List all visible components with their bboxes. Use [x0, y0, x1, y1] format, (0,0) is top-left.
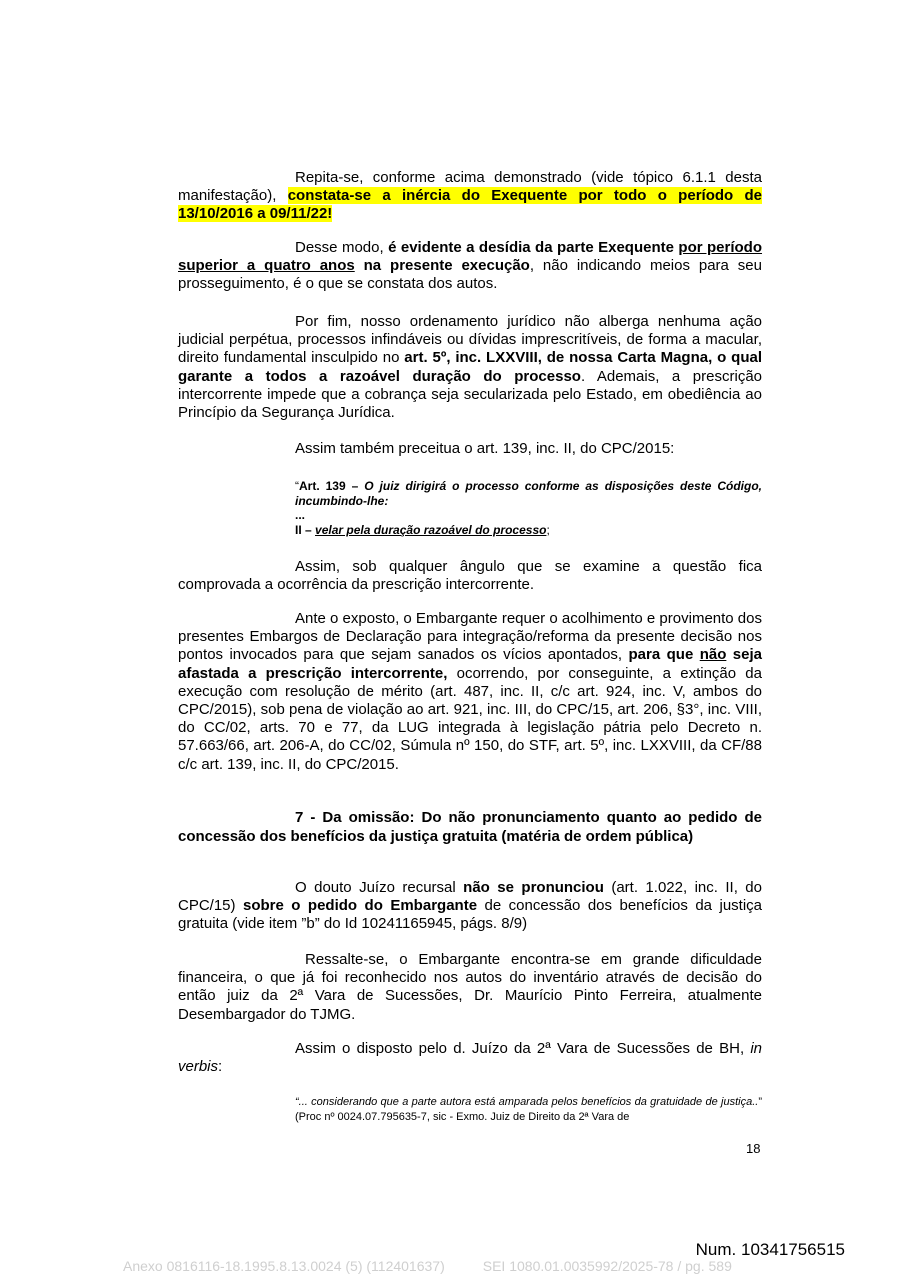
paragraph-text: Ressalte-se, o Embargante encontra-se em grande dificuldade financeira, o que já foi reconhecido nos autos do inventário através de decisão do então juiz da 2ª Vara de Sucessões, Dr. Maurício Pinto Ferreira, atualmente Desembargador do TJMG.: [178, 951, 762, 1023]
highlighted-text: constata-se a inércia do Exequente por todo o período de 13/10/2016 a 09/11/22!: [178, 187, 762, 223]
ellipsis: ...: [295, 508, 306, 523]
bold-text: Art. 139 –: [299, 479, 365, 493]
footer-annex: Anexo 0816116-18.1995.8.13.0024 (5) (112401637): [123, 1258, 445, 1274]
paragraph-request: [178, 610, 762, 774]
paragraph-text: Repita-se, conforme acima demonstrado (vide tópico 6.1.1 desta manifestação),: [178, 169, 762, 205]
quote-end: ;: [546, 522, 550, 537]
footer-watermark: [123, 1258, 732, 1274]
footer-sei: SEI 1080.01.0035992/2025-78 / pg. 589: [482, 1258, 732, 1274]
paragraph-text: Por fim, nosso ordenamento jurídico não alberga nenhuma ação judicial perpétua, processos infindáveis ou dívidas imprescritíveis, de forma a macular, direito fundamental insculpido no: [178, 313, 762, 367]
italic-text: “... considerando que a parte autora está amparada pelos benefícios da gratuidade de justiça..: [295, 1096, 759, 1108]
quote-decision: [295, 1095, 762, 1125]
heading-text: 7 - Da omissão: Do não pronunciamento quanto ao pedido de concessão dos benefícios da justiça gratuita (matéria de ordem pública): [178, 809, 762, 845]
page-number: 18: [746, 1141, 761, 1156]
paragraph-ordenamento: [178, 313, 762, 422]
paragraph-omission: [178, 879, 762, 934]
paragraph-text: Assim o disposto pelo d. Juízo da 2ª Vara de Sucessões de BH,: [295, 1040, 751, 1057]
bold-italic-underlined-text: velar pela duração razoável do processo: [315, 522, 547, 537]
paragraph-text: Assim, sob qualquer ângulo que se examine a questão fica comprovada a ocorrência da prescrição intercorrente.: [178, 558, 762, 594]
quote-text: ” (Proc nº 0024.07.795635-7, sic - Exmo. Juiz de Direito da 2ª Vara de: [295, 1096, 762, 1123]
bold-text: é evidente a desídia da parte Exequente: [388, 239, 679, 256]
italic-text: in verbis: [178, 1040, 762, 1076]
paragraph-financial: [178, 951, 762, 1024]
quote-art139: [295, 479, 762, 537]
paragraph-text: Assim também preceitua o art. 139, inc. II, do CPC/2015:: [295, 440, 675, 457]
bold-text: seja afastada a prescrição intercorrente,: [178, 646, 762, 682]
paragraph-inertia: [178, 169, 762, 224]
bold-underlined-text: não: [699, 646, 727, 664]
paragraph-text: O douto Juízo recursal: [295, 879, 464, 896]
bold-italic-text: O juiz dirigirá o processo conforme as disposições deste Código, incumbindo-lhe:: [295, 479, 762, 508]
bold-text: II –: [295, 522, 316, 537]
paragraph-text: , não indicando meios para seu prosseguimento, é o que se constata dos autos.: [178, 257, 762, 293]
bold-text: na presente execução: [354, 257, 530, 275]
paragraph-conclusion: [178, 558, 762, 594]
paragraph-text: Ante o exposto, o Embargante requer o acolhimento e provimento dos presentes Embargos de Declaração para integração/reforma da presente decisão nos pontos invocados para que sejam sanados os vícios apontados,: [178, 610, 762, 664]
paragraph-text: ocorrendo, por conseguinte, a extinção da execução com resolução de mérito (art. 487, inc. II, c/c art. 924, inc. V, ambos do CPC/2015), sob pena de violação ao art. 921, inc. III, do CPC/15, art. 206, §3°, inc. VIII, do CC/02, arts. 70 e 77, da LUG integrada à legislação pátria pelo Decreto n. 57.663/66, art. 206-A, do CC/02, Súmula nº 150, do STF, art. 5º, inc. LXXVIII, da CF/88 c/c art. 139, inc. II, do CPC/2015.: [178, 664, 762, 773]
bold-text: art. 5º, inc. LXXVIII, de nossa Carta Magna, o qual garante a todos a razoável duração do processo: [178, 349, 762, 385]
paragraph-in-verbis: [178, 1040, 762, 1076]
bold-underlined-text: por período superior a quatro anos: [178, 239, 763, 275]
paragraph-desidia: [178, 239, 762, 294]
paragraph-text: . Ademais, a prescrição intercorrente impede que a cobrança seja secularizada pelo Estado, em obediência ao Princípio da Segurança Jurídica.: [178, 367, 763, 422]
section-heading: [178, 808, 762, 846]
bold-text: não se pronunciou: [463, 879, 604, 896]
bold-text: para que: [628, 646, 700, 664]
paragraph-text: (art. 1.022, inc. II, do CPC/15): [178, 879, 762, 915]
quote-open: “: [295, 479, 299, 493]
paragraph-text: de concessão dos benefícios da justiça gratuita (vide item ”b” do Id 10241165945, págs. 8/9): [178, 897, 763, 933]
bold-text: sobre o pedido do Embargante: [242, 897, 478, 915]
document-number: Num. 10341756515: [695, 1240, 845, 1259]
paragraph-text: :: [218, 1058, 223, 1076]
paragraph-art139-intro: [178, 440, 762, 458]
paragraph-text: Desse modo,: [295, 239, 389, 256]
